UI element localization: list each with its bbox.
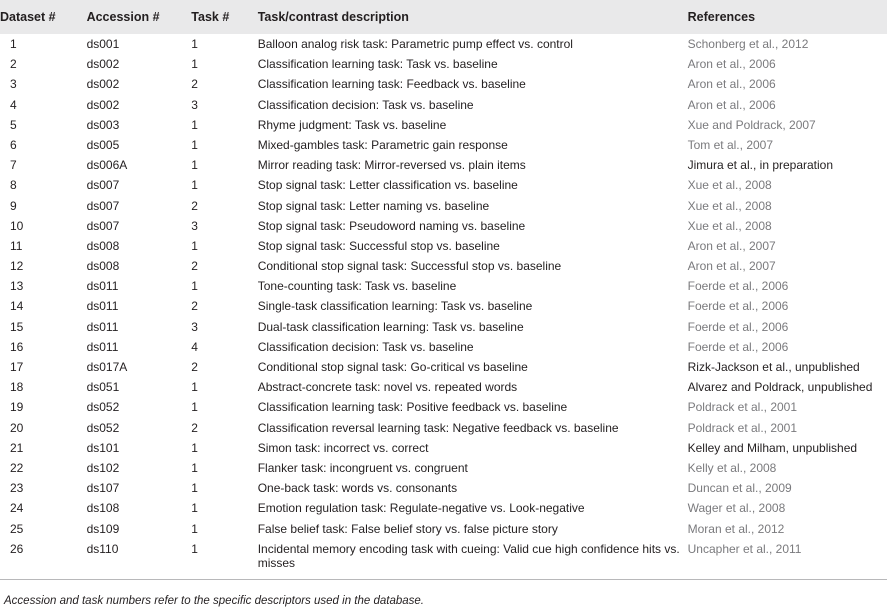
cell-dataset: 11 [10, 238, 23, 253]
cell-description: Stop signal task: Successful stop vs. baseline [257, 238, 500, 253]
cell-task: 1 [191, 137, 198, 152]
cell-description: Conditional stop signal task: Go-critical vs baseline [257, 360, 528, 374]
cell-accession: ds011 [86, 299, 119, 314]
cell-dataset: 8 [10, 178, 17, 193]
header-references: References [687, 10, 756, 24]
cell-description: Classification decision: Task vs. baseline [257, 97, 474, 112]
cell-accession: ds101 [86, 440, 120, 455]
table-row [0, 458, 887, 478]
cell-task: 4 [191, 339, 198, 354]
cell-reference: Poldrack et al., 2001 [687, 420, 798, 435]
header-accession: Accession # [86, 10, 160, 24]
table-row [0, 539, 887, 580]
table-row [0, 155, 887, 175]
cell-description: Stop signal task: Letter classification vs. baseline [257, 178, 518, 193]
cell-dataset: 21 [10, 440, 24, 455]
cell-reference: Aron et al., 2006 [687, 57, 776, 72]
cell-description: Classification learning task: Feedback vs. baseline [257, 77, 526, 92]
cell-description: Abstract-concrete task: novel vs. repeated words [257, 380, 518, 395]
cell-reference: Poldrack et al., 2001 [687, 400, 798, 415]
cell-task: 1 [191, 178, 198, 193]
cell-accession: ds011 [86, 279, 119, 294]
table-row [0, 95, 887, 115]
cell-reference: Rizk-Jackson et al., unpublished [687, 360, 860, 374]
cell-task: 1 [191, 501, 198, 516]
table-row [0, 377, 887, 397]
cell-reference: Aron et al., 2006 [687, 97, 776, 112]
cell-description: Mixed-gambles task: Parametric gain response [257, 137, 508, 152]
table-row [0, 276, 887, 296]
cell-reference: Aron et al., 2007 [687, 259, 776, 274]
cell-reference: Xue et al., 2008 [687, 198, 772, 213]
cell-dataset: 10 [10, 218, 24, 233]
table-row [0, 337, 887, 357]
cell-task: 2 [191, 77, 198, 92]
table-row [0, 317, 887, 337]
cell-task: 1 [191, 37, 198, 51]
header-row [0, 0, 887, 34]
cell-reference: Xue et al., 2008 [687, 178, 772, 193]
cell-accession: ds011 [86, 339, 119, 354]
cell-description: Classification reversal learning task: Negative feedback vs. baseline [257, 420, 619, 435]
cell-accession: ds002 [86, 97, 120, 112]
cell-dataset: 2 [10, 57, 17, 72]
table-body [0, 34, 887, 579]
cell-task: 1 [191, 279, 198, 294]
table-row [0, 357, 887, 377]
table-footnote: Accession and task numbers refer to the specific descriptors used in the database. [4, 595, 424, 607]
cell-reference: Foerde et al., 2006 [687, 279, 789, 294]
cell-task: 1 [191, 238, 198, 253]
header-task: Task # [191, 10, 230, 24]
cell-dataset: 12 [10, 259, 24, 274]
cell-accession: ds017A [86, 360, 128, 374]
cell-reference: Aron et al., 2006 [687, 77, 776, 92]
cell-dataset: 23 [10, 481, 24, 496]
table-header [0, 0, 887, 34]
cell-accession: ds008 [86, 259, 120, 274]
cell-reference: Moran et al., 2012 [687, 521, 785, 536]
cell-task: 1 [191, 521, 198, 536]
cell-reference: Xue et al., 2008 [687, 218, 772, 233]
cell-reference: Uncapher et al., 2011 [687, 541, 802, 556]
cell-dataset: 1 [10, 37, 17, 51]
table-row [0, 74, 887, 94]
cell-task: 3 [191, 97, 198, 112]
cell-reference: Schonberg et al., 2012 [687, 37, 809, 51]
cell-reference: Kelly et al., 2008 [687, 460, 777, 475]
cell-description: One-back task: words vs. consonants [257, 481, 458, 496]
table-row [0, 498, 887, 518]
table-row [0, 256, 887, 276]
cell-task: 2 [191, 360, 198, 374]
cell-description: Incidental memory encoding task with cueing: Valid cue high confidence hits vs. misses [257, 541, 680, 570]
header-description: Task/contrast description [257, 10, 409, 24]
cell-task: 1 [191, 541, 198, 556]
cell-description: Classification learning task: Positive feedback vs. baseline [257, 400, 568, 415]
cell-description: Classification learning task: Task vs. baseline [257, 57, 498, 72]
cell-description: Emotion regulation task: Regulate-negative vs. Look-negative [257, 501, 585, 516]
cell-accession: ds002 [86, 57, 120, 72]
cell-accession: ds008 [86, 238, 120, 253]
cell-description: Conditional stop signal task: Successful stop vs. baseline [257, 259, 562, 274]
cell-reference: Wager et al., 2008 [687, 501, 786, 516]
cell-task: 2 [191, 259, 198, 274]
cell-dataset: 7 [10, 158, 17, 173]
table-row [0, 115, 887, 135]
table-row [0, 54, 887, 74]
table-row [0, 397, 887, 417]
cell-task: 3 [191, 218, 198, 233]
cell-reference: Foerde et al., 2006 [687, 339, 789, 354]
cell-reference: Aron et al., 2007 [687, 238, 776, 253]
cell-reference: Duncan et al., 2009 [687, 481, 792, 496]
cell-accession: ds107 [86, 481, 120, 496]
table-row [0, 296, 887, 316]
cell-dataset: 3 [10, 77, 17, 92]
cell-dataset: 20 [10, 420, 24, 435]
cell-accession: ds108 [86, 501, 120, 516]
table-row [0, 135, 887, 155]
cell-description: Single-task classification learning: Task vs. baseline [257, 299, 533, 314]
cell-dataset: 26 [10, 541, 24, 556]
cell-dataset: 19 [10, 400, 24, 415]
cell-reference: Jimura et al., in preparation [687, 158, 834, 173]
cell-reference: Alvarez and Poldrack, unpublished [687, 380, 873, 395]
cell-dataset: 16 [10, 339, 24, 354]
cell-accession: ds052 [86, 400, 120, 415]
table-row [0, 216, 887, 236]
cell-accession: ds003 [86, 117, 120, 132]
cell-dataset: 24 [10, 501, 24, 516]
cell-dataset: 14 [10, 299, 24, 314]
cell-dataset: 18 [10, 380, 24, 395]
cell-task: 1 [191, 380, 198, 395]
table-row [0, 519, 887, 539]
cell-dataset: 15 [10, 319, 24, 334]
cell-description: Stop signal task: Letter naming vs. baseline [257, 198, 490, 213]
table-row [0, 236, 887, 256]
cell-description: Balloon analog risk task: Parametric pump effect vs. control [257, 37, 573, 51]
table-row [0, 175, 887, 195]
cell-accession: ds110 [86, 541, 119, 556]
cell-dataset: 5 [10, 117, 17, 132]
table-row [0, 196, 887, 216]
cell-reference: Xue and Poldrack, 2007 [687, 117, 816, 132]
cell-task: 3 [191, 319, 198, 334]
cell-accession: ds006A [86, 158, 128, 173]
cell-reference: Foerde et al., 2006 [687, 319, 789, 334]
header-dataset: Dataset # [0, 10, 56, 24]
cell-accession: ds051 [86, 380, 120, 395]
cell-accession: ds007 [86, 198, 120, 213]
cell-dataset: 22 [10, 460, 24, 475]
cell-task: 1 [191, 158, 198, 173]
cell-description: Simon task: incorrect vs. correct [257, 440, 429, 455]
cell-dataset: 25 [10, 521, 24, 536]
cell-description: Rhyme judgment: Task vs. baseline [257, 117, 447, 132]
cell-accession: ds007 [86, 178, 120, 193]
cell-description: False belief task: False belief story vs. false picture story [257, 521, 558, 536]
cell-accession: ds007 [86, 218, 120, 233]
cell-task: 1 [191, 481, 198, 496]
cell-task: 1 [191, 460, 198, 475]
cell-task: 2 [191, 299, 198, 314]
cell-description: Tone-counting task: Task vs. baseline [257, 279, 457, 294]
cell-dataset: 4 [10, 97, 17, 112]
cell-dataset: 13 [10, 279, 24, 294]
cell-accession: ds109 [86, 521, 120, 536]
table-row [0, 478, 887, 498]
cell-accession: ds011 [86, 319, 119, 334]
cell-task: 1 [191, 400, 198, 415]
cell-accession: ds001 [86, 37, 120, 51]
table-row [0, 34, 887, 54]
cell-task: 1 [191, 440, 198, 455]
cell-description: Flanker task: incongruent vs. congruent [257, 460, 468, 475]
table-row [0, 418, 887, 438]
cell-accession: ds002 [86, 77, 120, 92]
cell-dataset: 17 [10, 360, 24, 374]
cell-reference: Tom et al., 2007 [687, 137, 774, 152]
cell-description: Dual-task classification learning: Task vs. baseline [257, 319, 524, 334]
cell-dataset: 9 [10, 198, 17, 213]
cell-accession: ds005 [86, 137, 120, 152]
table-row [0, 438, 887, 458]
cell-task: 2 [191, 420, 198, 435]
cell-description: Mirror reading task: Mirror-reversed vs. plain items [257, 158, 526, 173]
cell-accession: ds102 [86, 460, 120, 475]
cell-task: 2 [191, 198, 198, 213]
cell-task: 1 [191, 117, 198, 132]
cell-description: Classification decision: Task vs. baseline [257, 339, 474, 354]
cell-reference: Foerde et al., 2006 [687, 299, 789, 314]
cell-reference: Kelley and Milham, unpublished [687, 440, 858, 455]
cell-dataset: 6 [10, 137, 17, 152]
cell-task: 1 [191, 57, 198, 72]
cell-accession: ds052 [86, 420, 120, 435]
cell-description: Stop signal task: Pseudoword naming vs. baseline [257, 218, 526, 233]
